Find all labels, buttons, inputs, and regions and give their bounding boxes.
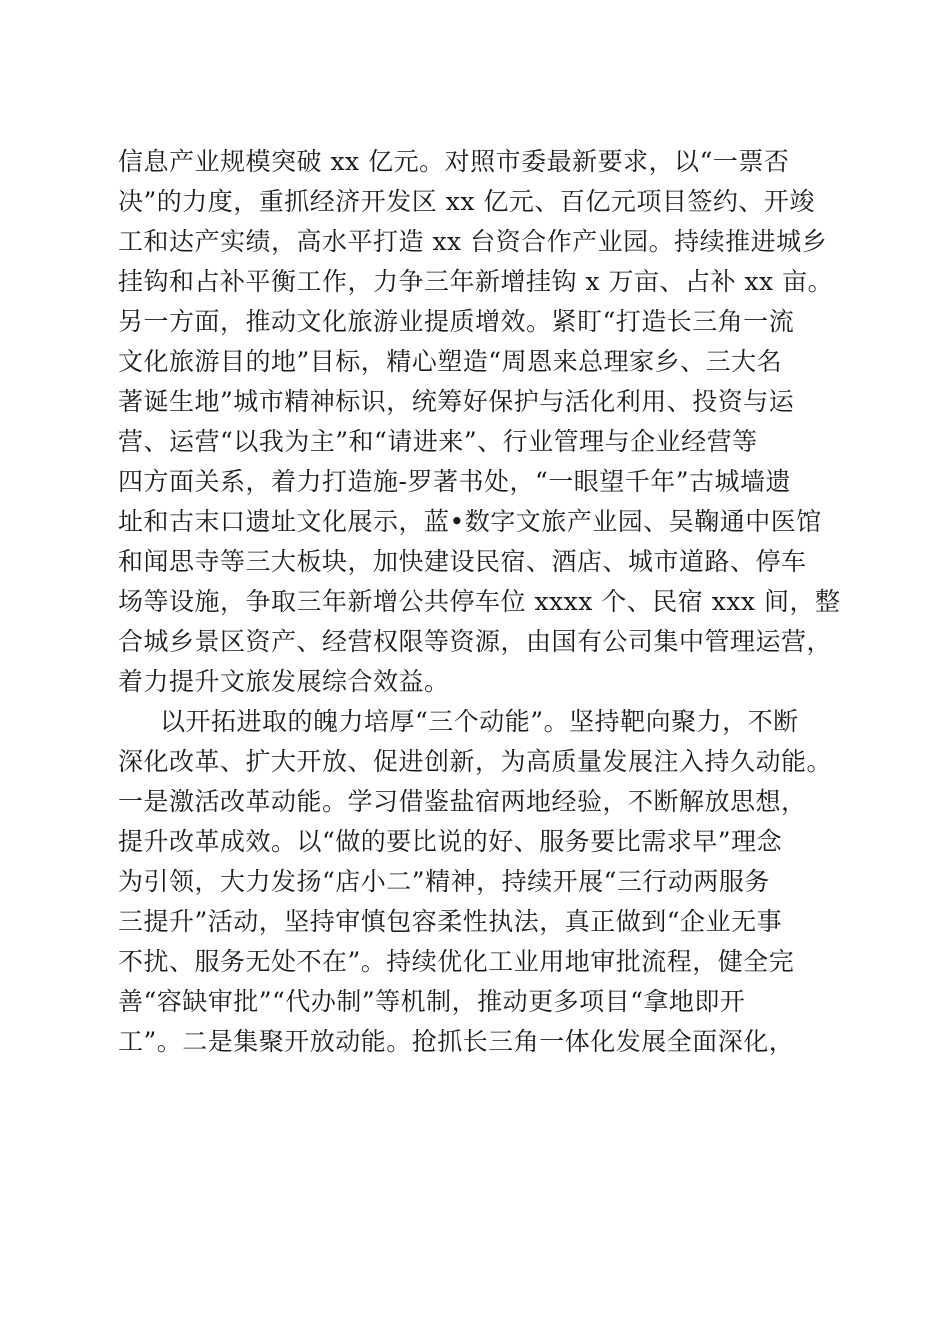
text-line: 工”。二是集聚开放动能。抢抓长三角一体化发展全面深化，	[118, 1027, 795, 1056]
text-line: 善“容缺审批”“代办制”等机制，推动更多项目“拿地即开	[118, 987, 746, 1016]
text-line: 文化旅游目的地”目标，精心塑造“周恩来总理家乡、三大名	[118, 347, 783, 376]
text-line: 信息产业规模突破 xx 亿元。对照市委最新要求，以“一票否	[118, 147, 790, 176]
text-line: 合城乡景区资产、经营权限等资源，由国有公司集中管理运营，	[118, 627, 833, 656]
text-line: 工和达产实绩，高水平打造 xx 台资合作产业园。持续推进城乡	[118, 227, 828, 256]
text-line: 为引领，大力发扬“店小二”精神，持续开展“三行动两服务	[118, 867, 770, 896]
text-line: 提升改革成效。以“做的要比说的好、服务要比需求早”理念	[118, 827, 783, 856]
text-line: 场等设施，争取三年新增公共停车位 xxxx 个、民宿 xxx 间，整	[118, 587, 841, 616]
text-line: 深化改革、扩大开放、促进创新，为高质量发展注入持久动能。	[118, 747, 833, 776]
text-line: 另一方面，推动文化旅游业提质增效。紧盯“打造长三角一流	[118, 307, 795, 336]
body-text	[118, 142, 858, 1062]
text-line: 一是激活改革动能。学习借鉴盐宿两地经验，不断解放思想，	[118, 787, 807, 816]
text-line: 营、运营“以我为主”和“请进来”、行业管理与企业经营等	[118, 427, 758, 456]
text-line: 不扰、服务无处不在”。持续优化工业用地审批流程，健全完	[118, 947, 795, 976]
text-line: 四方面关系，着力打造施-罗著书处，“一眼望千年”古城墙遗	[118, 467, 792, 496]
text-line: 决”的力度，重抓经济开发区 xx 亿元、百亿元项目签约、开竣	[118, 187, 815, 216]
paragraph-start-line: 以开拓进取的魄力培厚“三个动能”。坚持靶向聚力，不断	[160, 707, 799, 736]
text-line: 著诞生地”城市精神标识，统筹好保护与活化利用、投资与运	[118, 387, 795, 416]
text-line: 和闻思寺等三大板块，加快建设民宿、酒店、城市道路、停车	[118, 547, 807, 576]
text-line: 着力提升文旅发展综合效益。	[118, 667, 450, 696]
text-line: 三提升”活动，坚持审慎包容柔性执法，真正做到“企业无事	[118, 907, 783, 936]
text-line: 址和古末口遗址文化展示，蓝•数字文旅产业园、吴鞠通中医馆	[118, 507, 822, 536]
text-line: 挂钩和占补平衡工作，力争三年新增挂钩 x 万亩、占补 xx 亩。	[118, 267, 834, 296]
